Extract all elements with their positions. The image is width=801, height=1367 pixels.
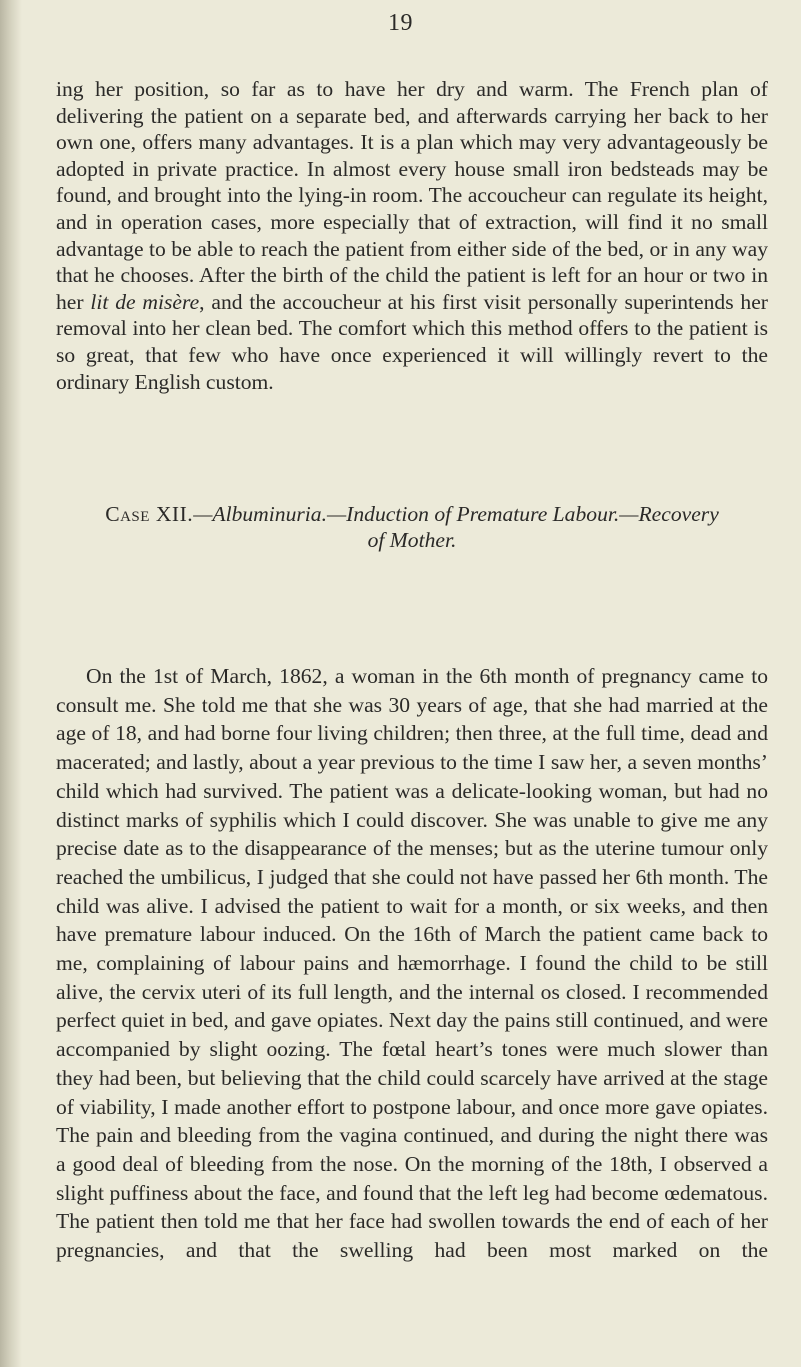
page-number: 19 bbox=[388, 10, 413, 36]
paragraph-case-report: On the 1st of March, 1862, a woman in the 6th month of pregnancy came to consult me. She told me that she was 30 years of age, that she had married at the age of 18, and had borne four living children; then three, at the full time, dead and macerated; and lastly, about a year previous to the time I saw her, a seven months’ child which had survived. The patient was a delicate-looking woman, but had no distinct marks of syphilis which I could discover. She was unable to give me any precise date as to the disappearance of the menses; but as the uterine tumour only reached the umbilicus, I judged that she could not have passed her 6th month. The child was alive. I advised the patient to wait for a month, or six weeks, and then have premature labour induced. On the 16th of March the patient came back to me, complaining of labour pains and hæmorrhage. I found the child to be still alive, the cervix uteri of its full length, and the internal os closed. I recommended perfect quiet in bed, and gave opiates. Next day the pains still continued, and were accompanied by slight oozing. The fœtal heart’s tones were much slower than they had been, but believing that the child could scarcely have arrived at the stage of viability, I made another effort to postpone labour, and once more gave opiates. The pain and bleeding from the vagina continued, and during the night there was a good deal of bleeding from the nose. On the morning of the 18th, I observed a slight puffiness about the face, and found that the left leg had become œdematous. The patient then told me that her face had swollen towards the end of each of her pregnancies, and that the swelling had been most marked on the bbox=[56, 664, 768, 1263]
paragraph-french-plan bbox=[56, 76, 768, 395]
paragraph-1-italic-phrase: lit de misère bbox=[90, 289, 200, 314]
case-title-line-2: of Mother. bbox=[367, 528, 457, 552]
case-number: Case XII. bbox=[105, 502, 194, 526]
case-heading bbox=[56, 501, 768, 553]
paragraph-1-text-end: , and the accoucheur at his first visit personally superintends her removal into her clean bed. The comfort which this method offers to the patient is so great, that few who have once experienced it will willingly revert to the ordinary English custom. bbox=[56, 289, 768, 394]
case-heading-line-1 bbox=[56, 501, 768, 527]
paragraph-1-text-start: ing her position, so far as to have her dry and warm. The French plan of delivering the patient on a separate bed, and afterwards carrying her back to her own one, offers many advantages. It is a plan which may very advantageously be adopted in private practice. In almost every house small iron bedsteads may be found, and brought into the lying-in room. The accoucheur can regulate its height, and in operation cases, more especially that of extraction, will find it no small advantage to be able to reach the patient from either side of the bed, or in any way that he chooses. After the birth of the child the patient is left for an hour or two in her bbox=[56, 77, 768, 314]
case-title-line-1: —Albuminuria.—Induction of Premature Labour.—Recovery bbox=[193, 502, 719, 526]
case-heading-line-2 bbox=[56, 527, 768, 553]
page-binding-shadow bbox=[0, 0, 22, 1367]
